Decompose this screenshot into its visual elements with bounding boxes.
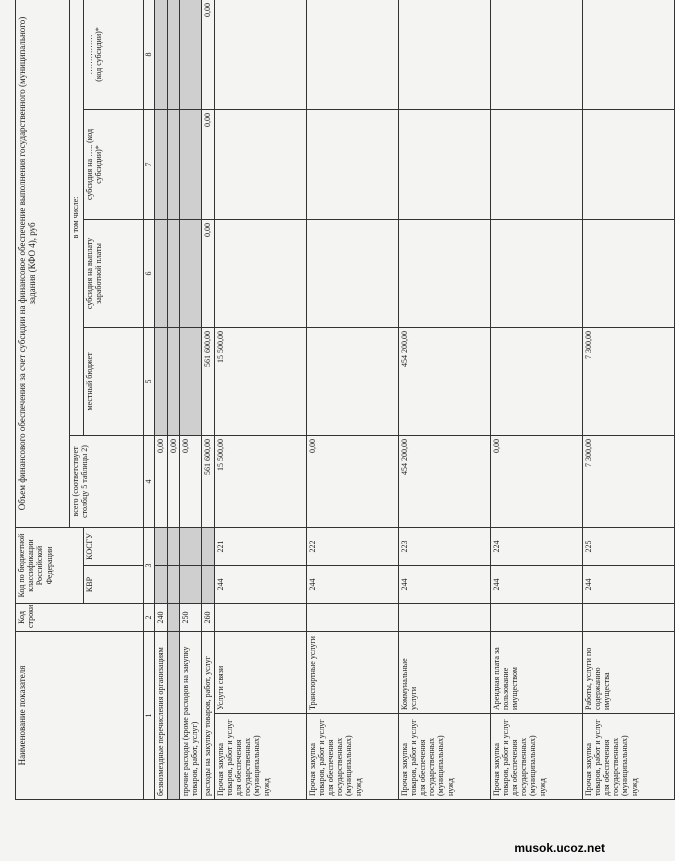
purchase-row-sub: Коммунальные услуги <box>398 632 490 714</box>
purchase-row-name: Прочая закупка товаров, работ и услуг для обеспечения государственных (муниципальных) нужд <box>214 714 306 800</box>
header-code: Код строки <box>16 604 144 632</box>
header-including: в том числе: <box>70 0 84 435</box>
header-subsidy-on: субсидия на ….. (код субсидии)* <box>84 109 144 219</box>
purchase-row-local <box>490 327 582 435</box>
table-row-kosgu <box>155 527 168 565</box>
rotated-table-wrapper <box>15 0 639 800</box>
col-num-3: 3 <box>144 527 155 603</box>
purchase-row-kvr: 244 <box>214 566 306 604</box>
col-num-8: 8 <box>144 0 155 109</box>
purchase-row-total: 7 300,00 <box>582 435 674 527</box>
purchase-row-name: Прочая закупка товаров, работ и услуг для обеспечения государственных (муниципальных) нужд <box>306 714 398 800</box>
header-local-budget: местный бюджет <box>84 327 144 435</box>
table-row-code: 240 <box>155 604 168 632</box>
header-dots: …………… <box>85 34 94 75</box>
col-num-4: 4 <box>144 435 155 527</box>
purchase-row-kosgu: 225 <box>582 527 674 565</box>
table-row-salary: 0,00 <box>201 219 214 327</box>
col-num-7: 7 <box>144 109 155 219</box>
table-row-total: 0,00 <box>168 435 180 527</box>
purchase-row-sub: Транспортные услуги <box>306 632 398 714</box>
purchase-row-name: Прочая закупка товаров, работ и услуг для обеспечения государственных (муниципальных) нужд <box>398 714 490 800</box>
header-budget-code: Код по бюджетной классификации Российской Федерации <box>16 527 84 603</box>
table-row-kvr <box>155 566 168 604</box>
col-num-5: 5 <box>144 327 155 435</box>
purchase-row-kvr: 244 <box>582 566 674 604</box>
purchase-row-local: 454 200,00 <box>398 327 490 435</box>
table-row-sub8: 0,00 <box>201 0 214 109</box>
purchase-row-kvr: 244 <box>306 566 398 604</box>
header-subsidy-code: (код субсидии)* <box>94 27 104 82</box>
col-num-6: 6 <box>144 219 155 327</box>
table-row-name: прочие расходы (кроме расходов на закупку товаров, работ, услуг) <box>180 632 201 800</box>
purchase-row-kosgu: 222 <box>306 527 398 565</box>
watermark: musok.ucoz.net <box>514 841 605 855</box>
purchase-row-total: 15 500,00 <box>214 435 306 527</box>
table-row-code: 250 <box>180 604 201 632</box>
header-name: Наименование показателя <box>16 632 144 800</box>
header-volume: Объем финансового обеспечения за счет субсидии на финансовое обеспечение выполнения государственного (муниципального) задания (КФО 4), руб <box>16 0 70 527</box>
table-row-total: 561 600,00 <box>201 435 214 527</box>
purchase-row-kvr: 244 <box>490 566 582 604</box>
purchase-row-kosgu: 223 <box>398 527 490 565</box>
purchase-row-kosgu: 224 <box>490 527 582 565</box>
purchase-row-local: 7 300,00 <box>582 327 674 435</box>
header-kvr: КВР <box>84 566 144 604</box>
purchase-row-kvr: 244 <box>398 566 490 604</box>
table-row-name: безвозмездные перечисления организациям <box>155 632 168 800</box>
header-kosgu: КОСГУ <box>84 527 144 565</box>
table-row-sub7: 0,00 <box>201 109 214 219</box>
purchase-row-kosgu: 221 <box>214 527 306 565</box>
purchase-row-sub: Услуги связи <box>214 632 306 714</box>
table-row-local: 561 600,00 <box>201 327 214 435</box>
purchase-row-total: 0,00 <box>490 435 582 527</box>
table-row-total: 0,00 <box>180 435 201 527</box>
purchase-row-local <box>306 327 398 435</box>
col-num-2: 2 <box>144 604 155 632</box>
table-row-total: 0,00 <box>155 435 168 527</box>
finance-table <box>15 0 675 800</box>
purchase-row-total: 0,00 <box>306 435 398 527</box>
purchase-row-sub: Работы, услуги по содержанию имущества <box>582 632 674 714</box>
purchase-row-total: 454 200,00 <box>398 435 490 527</box>
purchase-row-name: Прочая закупка товаров, работ и услуг для обеспечения государственных (муниципальных) нужд <box>490 714 582 800</box>
purchase-row-local: 15 500,00 <box>214 327 306 435</box>
col-num-1: 1 <box>144 632 155 800</box>
purchase-row-sub: Арендная плата за пользование имуществом <box>490 632 582 714</box>
table-row-code: 260 <box>201 604 214 632</box>
header-salary-subsidy: субсидия на выплату заработной платы <box>84 219 144 327</box>
header-total: всего (соответствует столбцу 5 таблицы 2) <box>70 435 144 527</box>
purchase-row-name: Прочая закупка товаров, работ и услуг для обеспечения государственных (муниципальных) нужд <box>582 714 674 800</box>
table-row-name: расходы на закупку товаров, работ, услуг <box>201 632 214 800</box>
